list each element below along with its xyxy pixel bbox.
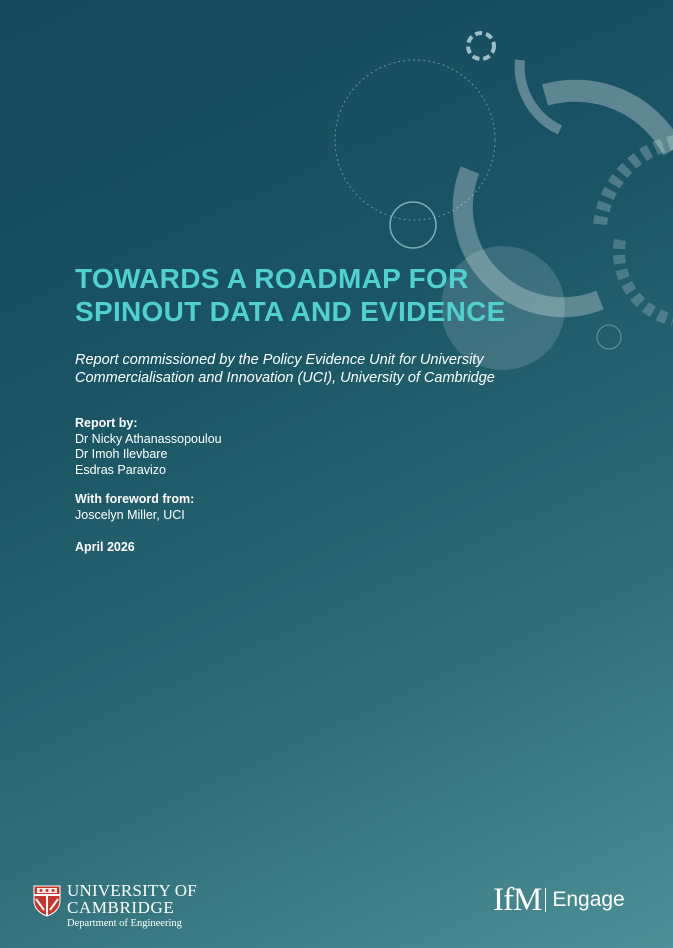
foreword-block — [75, 492, 194, 523]
right-arc — [545, 91, 673, 150]
foreword-author: Joscelyn Miller, UCI — [75, 507, 185, 522]
ifm-engage-logo — [493, 880, 625, 920]
author-name: Dr Nicky Athanassopoulou — [75, 431, 222, 446]
author-name: Dr Imoh Ilevbare — [75, 447, 168, 461]
cambridge-department: Department of Engineering — [67, 918, 182, 929]
upper-arc — [520, 60, 560, 130]
report-title — [75, 262, 635, 328]
subtitle-line-1: Report commissioned by the Policy Evidence Unit for University — [75, 352, 484, 368]
cambridge-wordmark — [67, 882, 197, 931]
dashed-ring-top — [468, 33, 494, 59]
small-ring — [390, 202, 436, 248]
authors-label: Report by: — [75, 416, 138, 430]
cambridge-line-2: CAMBRIDGE — [67, 898, 175, 917]
title-line-1: TOWARDS A ROADMAP FOR — [75, 263, 469, 294]
report-subtitle — [75, 351, 635, 387]
engage-wordmark: Engage — [552, 888, 625, 911]
authors-block — [75, 416, 222, 478]
cambridge-shield-icon — [33, 885, 61, 917]
logo-divider — [545, 888, 546, 912]
foreword-label: With foreword from: — [75, 492, 195, 506]
segment-arc-right — [600, 140, 673, 225]
title-line-2: SPINOUT DATA AND EVIDENCE — [75, 296, 506, 327]
ifm-wordmark: IfM — [493, 882, 542, 918]
cambridge-line-1: UNIVERSITY OF — [67, 881, 197, 900]
subtitle-line-2: Commercialisation and Innovation (UCI), University of Cambridge — [75, 370, 495, 386]
small-circle-right — [597, 325, 621, 349]
report-date: April 2026 — [75, 540, 135, 554]
author-name: Esdras Paravizo — [75, 462, 167, 477]
dashed-circle-large — [335, 60, 495, 220]
cambridge-logo — [33, 882, 197, 931]
